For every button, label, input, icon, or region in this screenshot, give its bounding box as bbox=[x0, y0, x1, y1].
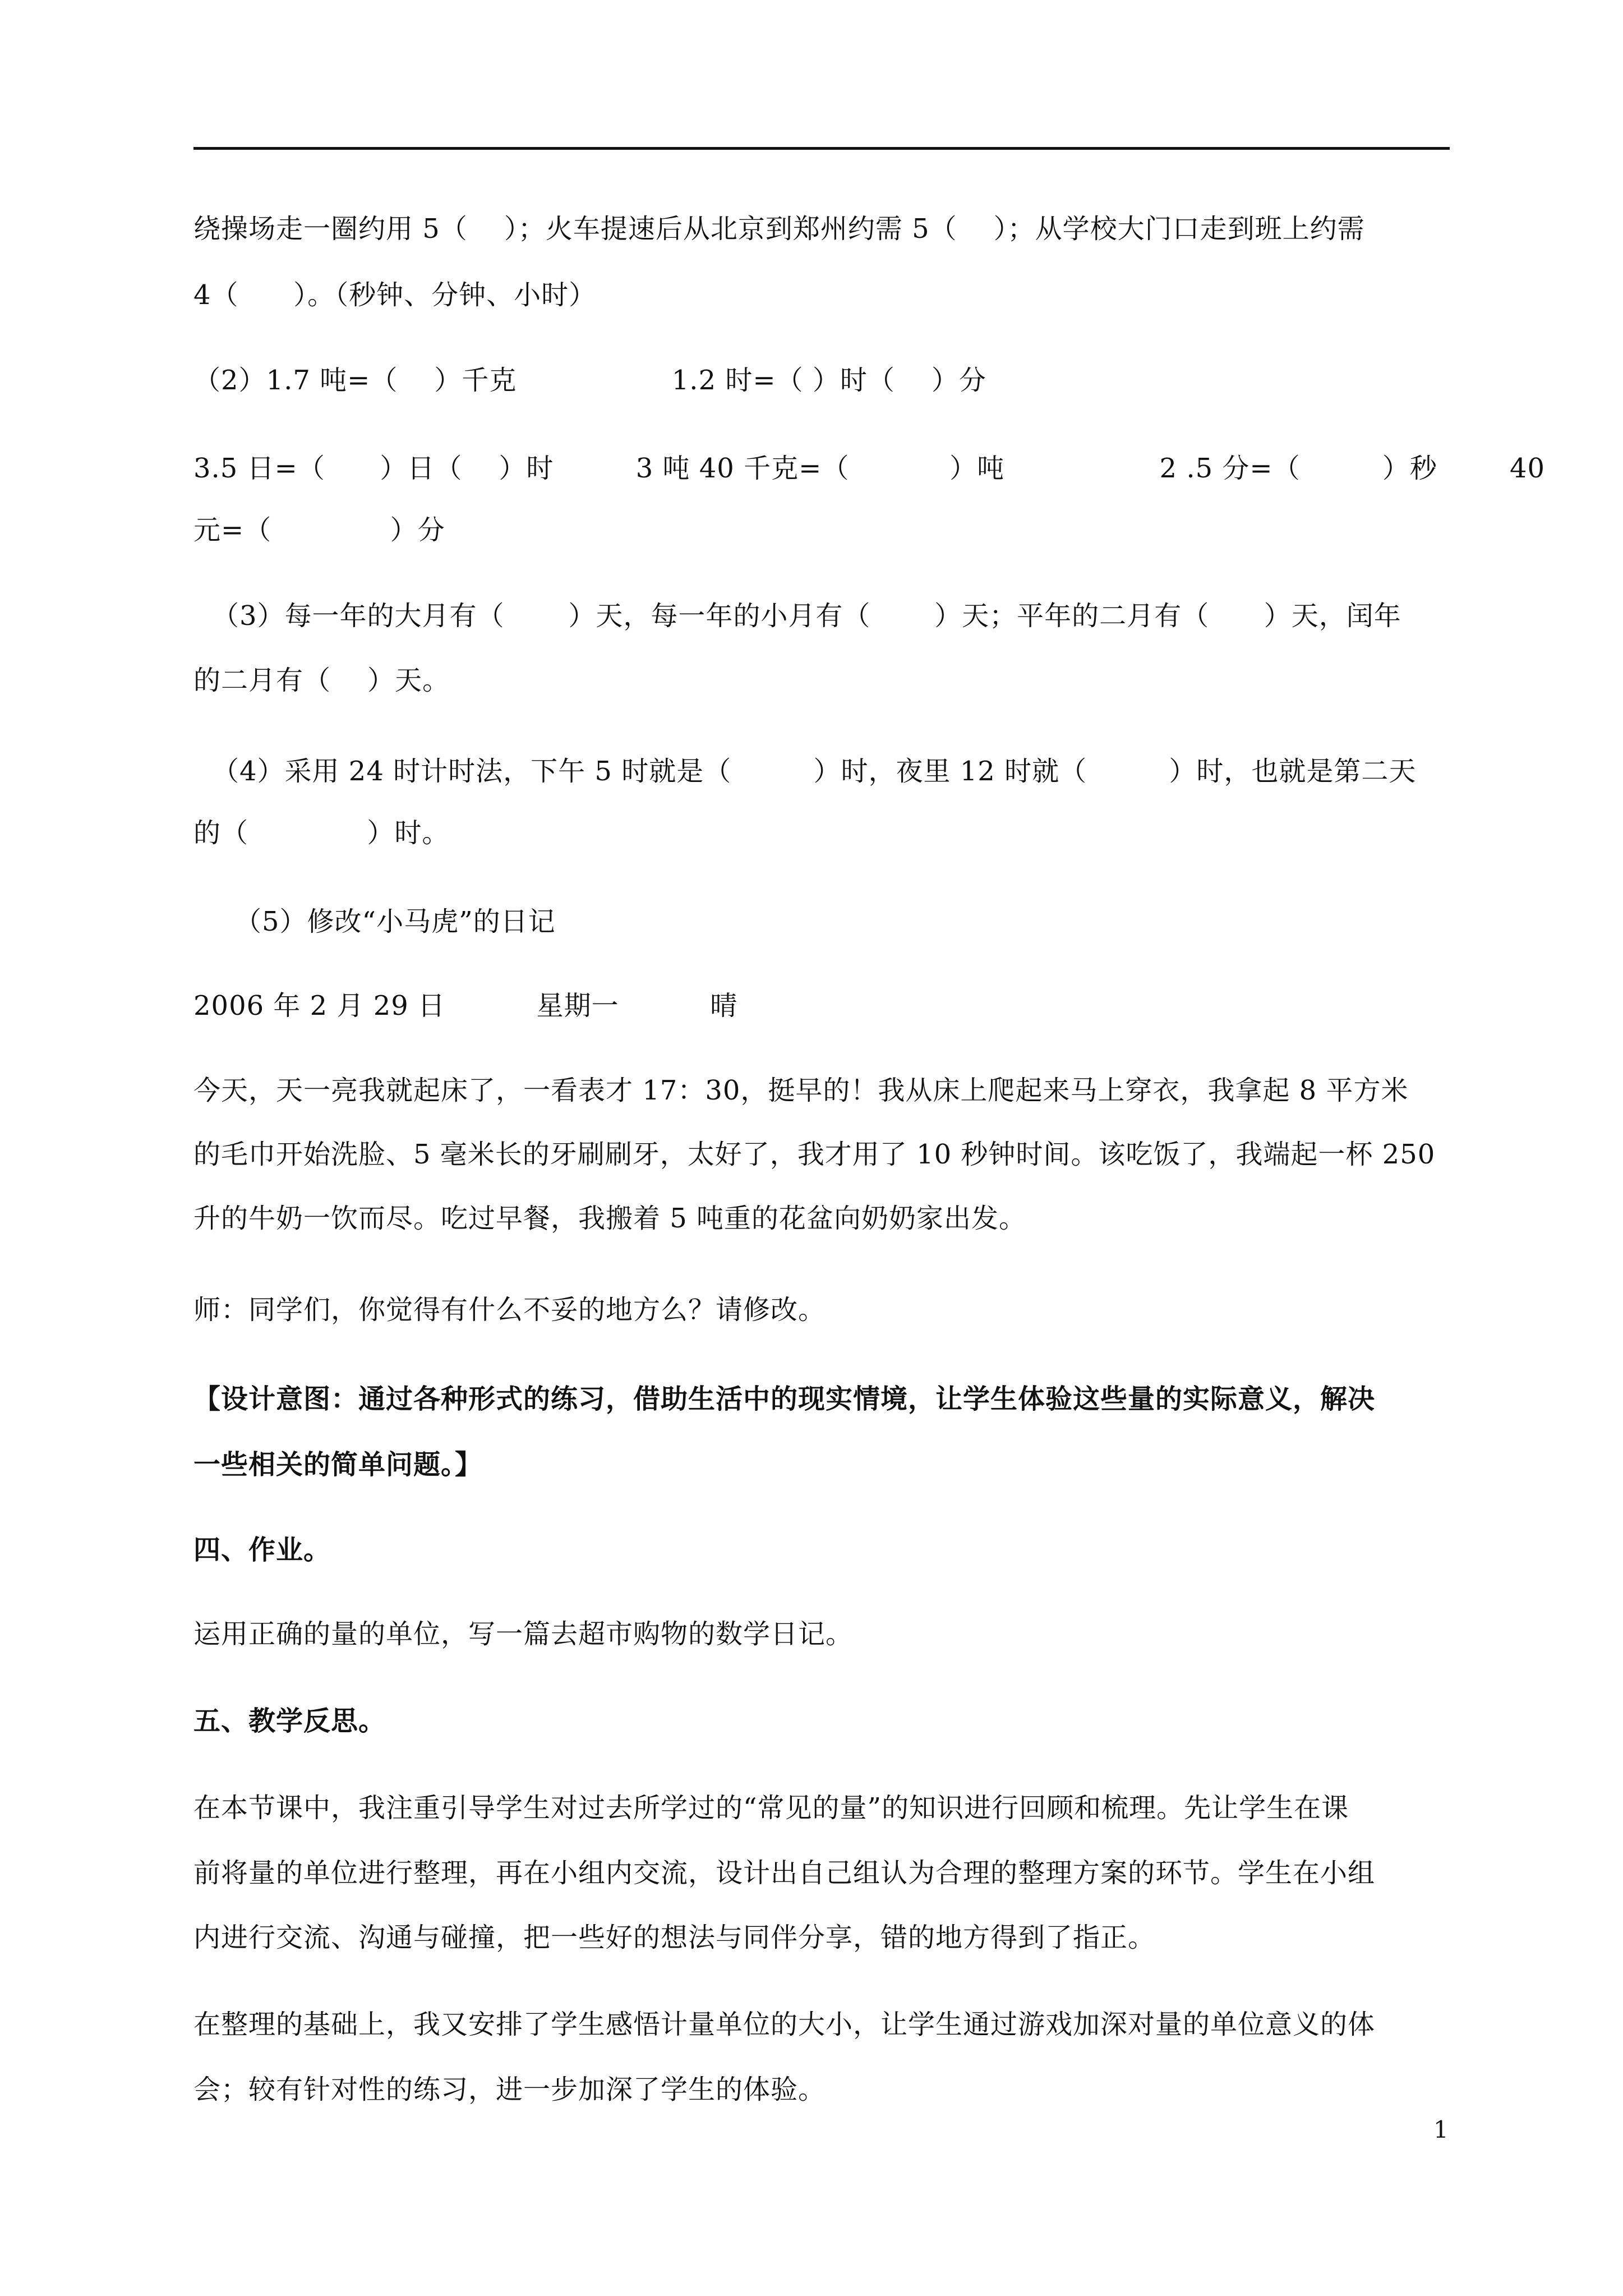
reflection-line-3: 内进行交流、沟通与碰撞，把一些好的想法与同伴分享，错的地方得到了指正。 bbox=[193, 1922, 1156, 1953]
page-number: 1 bbox=[1433, 2116, 1449, 2143]
exercise-2-line-1: （2）1.7 吨=（ ）千克 1.2 时=（ ）时（ ）分 bbox=[193, 365, 986, 396]
exercise-3-line-1: （3）每一年的大月有（ ）天，每一年的小月有（ ）天；平年的二月有（ ）天，闰年 bbox=[212, 600, 1401, 632]
reflection-line-2: 前将量的单位进行整理，再在小组内交流，设计出自己组认为合理的整理方案的环节。学生在小组 bbox=[193, 1857, 1376, 1889]
diary-text-line-2: 的毛巾开始洗脸、5 毫米长的牙刷刷牙，太好了，我才用了 10 秒钟时间。该吃饭了，我端起一杯 250 bbox=[193, 1139, 1436, 1170]
exercise-2-line-2: 3.5 日=（ ）日（ ）时 3 吨 40 千克=（ ）吨 2 .5 分=（ ）秒 bbox=[193, 453, 1437, 484]
exercise-1-line-2: 4（ ）。（秒钟、分钟、小时） bbox=[193, 279, 597, 311]
exercise-2-line-3: 元=（ ）分 bbox=[193, 514, 445, 546]
section-heading-homework: 四、作业。 bbox=[193, 1534, 331, 1566]
exercise-4-line-1: （4）采用 24 时计时法，下午 5 时就是（ ）时，夜里 12 时就（ ）时，也就是第二天 bbox=[212, 756, 1417, 787]
design-intent-line-2: 一些相关的简单问题。】 bbox=[193, 1449, 483, 1480]
exercise-2-line-2-tail: 40 bbox=[1510, 453, 1546, 484]
diary-date: 2006 年 2 月 29 日 星期一 晴 bbox=[193, 990, 738, 1022]
reflection-line-5: 会；较有针对性的练习，进一步加深了学生的体验。 bbox=[193, 2074, 826, 2105]
diary-text-line-1: 今天，天一亮我就起床了，一看表才 17：30，挺早的！我从床上爬起来马上穿衣，我拿起 8 平方米 bbox=[193, 1075, 1409, 1106]
exercise-4-line-2: 的（ ）时。 bbox=[193, 817, 450, 849]
exercise-5-title: （5）修改“小马虎”的日记 bbox=[234, 906, 556, 937]
header-rule bbox=[193, 147, 1450, 150]
reflection-line-1: 在本节课中，我注重引导学生对过去所学过的“常见的量”的知识进行回顾和梳理。先让学生在课 bbox=[193, 1792, 1349, 1824]
reflection-line-4: 在整理的基础上，我又安排了学生感悟计量单位的大小，让学生通过游戏加深对量的单位意义的体 bbox=[193, 2009, 1376, 2040]
exercise-3-line-2: 的二月有（ ）天。 bbox=[193, 665, 450, 696]
teacher-question: 师：同学们，你觉得有什么不妥的地方么？请修改。 bbox=[193, 1294, 826, 1326]
homework-text: 运用正确的量的单位，写一篇去超市购物的数学日记。 bbox=[193, 1618, 854, 1650]
section-heading-reflection: 五、教学反思。 bbox=[193, 1705, 386, 1737]
design-intent-line-1: 【设计意图：通过各种形式的练习，借助生活中的现实情境，让学生体验这些量的实际意义，解决 bbox=[193, 1383, 1376, 1415]
exercise-1-line-1: 绕操场走一圈约用 5（ ）；火车提速后从北京到郑州约需 5（ ）；从学校大门口走到班上约需 bbox=[193, 213, 1365, 245]
diary-text-line-3: 升的牛奶一饮而尽。吃过早餐，我搬着 5 吨重的花盆向奶奶家出发。 bbox=[193, 1203, 1027, 1234]
